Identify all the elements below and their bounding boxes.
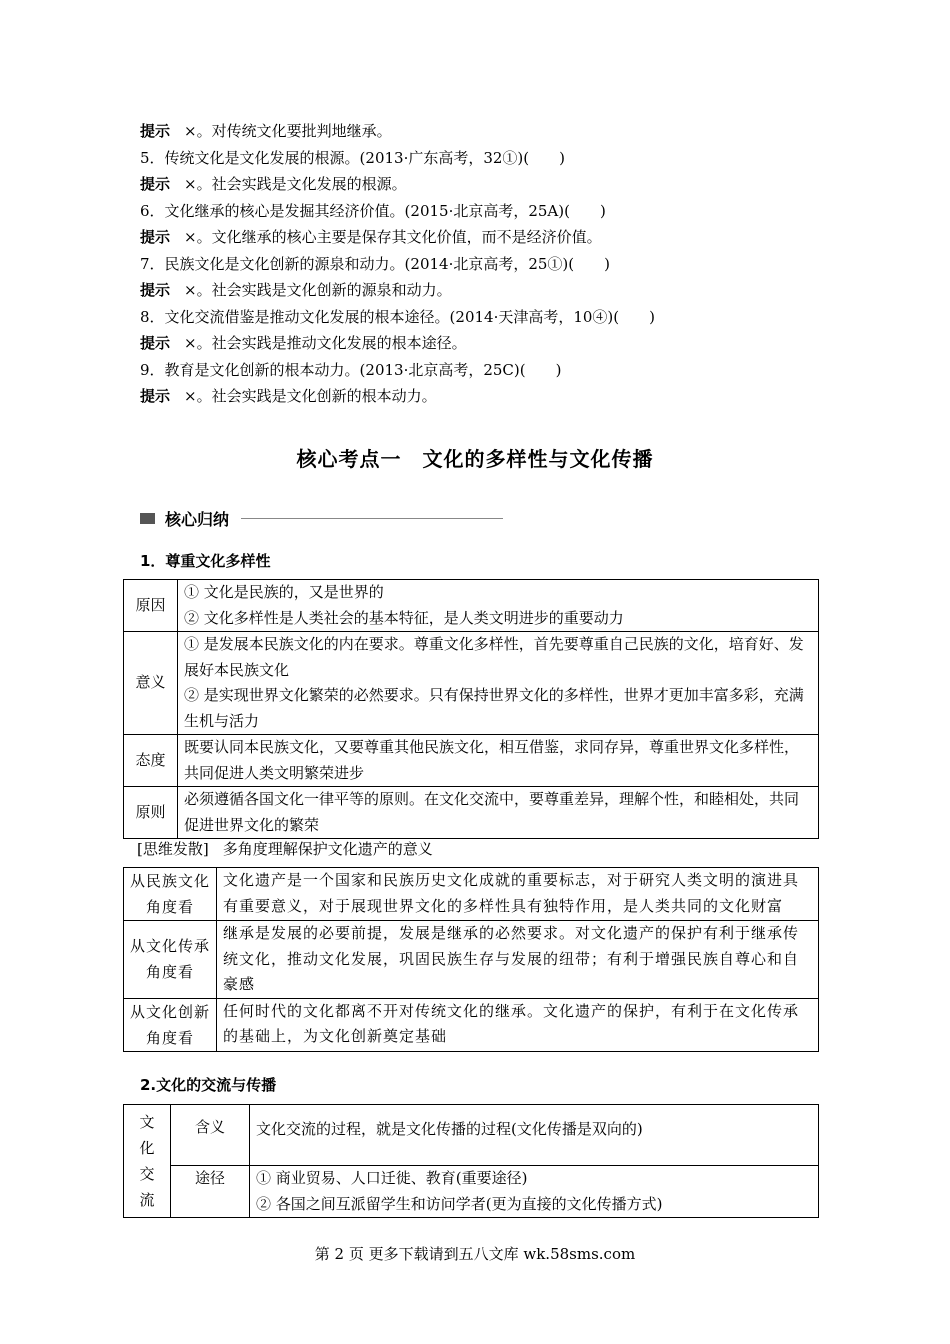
section-title: 核心考点一 文化的多样性与文化传播 [296,447,654,471]
question-line: 6．文化继承的核心是发掘其经济价值。(2015·北京高考，25A)( ) [140,201,606,220]
tip-label: 提示 [140,175,171,193]
content-line: ① 文化是民族的，又是世界的 [184,583,384,601]
tip-line [140,383,820,410]
row-label: 从文化创新角度看 [124,998,217,1051]
group-label-char: 交 [139,1165,155,1183]
row-content [178,632,819,735]
row-content [250,1166,819,1218]
table-row [124,632,819,735]
group-label-char: 文 [139,1113,155,1131]
group-label [124,1105,171,1218]
heading-respect-diversity [140,550,270,571]
row-content: 任何时代的文化都离不开对传统文化的继承。文化遗产的保护，有利于在文化传承的基础上，为文化创新奠定基础 [217,998,819,1051]
row-label: 原因 [124,580,178,632]
content-line: ① 商业贸易、人口迁徙、教育(重要途径) [256,1169,528,1187]
tip-line [140,171,820,198]
row-label: 含义 [171,1105,250,1166]
content-line: ② 各国之间互派留学生和访问学者(更为直接的文化传播方式) [256,1194,663,1213]
group-label-text [124,1109,170,1213]
row-content: 文化遗产是一个国家和民族历史文化成就的重要标志，对于研究人类文明的演进具有重要意义，对于展现世界文化的多样性具有独特作用，是人类共同的文化财富 [217,868,819,921]
tip-line [140,277,820,304]
divider [241,518,503,519]
content-line: 必须遵循各国文化一律平等的原则。在文化交流中，要尊重差异，理解个性，和睦相处，共同促进世界文化的繁荣 [184,790,800,834]
group-label-char: 化 [139,1139,155,1157]
tip-text: ×。对传统文化要批判地继承。 [184,122,392,140]
table-row [124,1166,819,1218]
tip-line [140,330,820,357]
table-row [124,580,819,632]
tip-line [140,224,820,251]
question-line: 9．教育是文化创新的根本动力。(2013·北京高考，25C)( ) [140,360,562,379]
row-label: 原则 [124,787,178,839]
tip-label: 提示 [140,387,171,405]
tip-label: 提示 [140,228,171,246]
table-row [124,1105,819,1166]
square-bullet-icon [140,513,155,524]
table-row [124,868,819,921]
content-line: 文化交流的过程，就是文化传播的过程(文化传播是双向的) [256,1120,643,1138]
thinking-tag: [思维发散] [137,840,209,858]
content-line: 既要认同本民族文化，又要尊重其他民族文化，相互借鉴，求同存异，尊重世界文化多样性，共同促进人类文明繁荣进步 [184,738,800,782]
question-line: 8．文化交流借鉴是推动文化发展的根本途径。(2014·天津高考，10④)( ) [140,307,655,326]
group-label-char: 流 [139,1191,155,1209]
content-line: ② 文化多样性是人类社会的基本特征，是人类文明进步的重要动力 [184,608,624,627]
heritage-table [123,867,819,1052]
tip-label: 提示 [140,122,171,140]
subhead-text: 核心归纳 [165,510,230,529]
table-row [124,998,819,1051]
diversity-table [123,579,819,839]
row-label: 意义 [124,632,178,735]
qa-list [140,118,820,410]
tip-label: 提示 [140,281,171,299]
row-content [178,787,819,839]
row-content: 继承是发展的必要前提，发展是继承的必然要求。对文化遗产的保护有利于继承传统文化，推动文化发展，巩固民族生存与发展的纽带；有利于增强民族自尊心和自豪感 [217,921,819,999]
thinking-divergence [137,838,433,859]
tip-label: 提示 [140,334,171,352]
row-label: 从民族文化角度看 [124,868,217,921]
table-row [124,921,819,999]
question-line: 7．民族文化是文化创新的源泉和动力。(2014·北京高考，25①)( ) [140,254,610,273]
thinking-text: 多角度理解保护文化遗产的意义 [222,840,433,858]
row-label: 从文化传承角度看 [124,921,217,999]
heading-text: 2.文化的交流与传播 [140,1076,277,1094]
content-line: ① 是发展本民族文化的内在要求。尊重文化多样性，首先要尊重自己民族的文化，培育好、发展好本民族文化 [184,635,804,679]
row-content [250,1105,819,1166]
table-row [124,787,819,839]
tip-text: ×。社会实践是文化发展的根源。 [184,175,407,193]
heading-exchange [140,1074,276,1095]
subhead-core-summary [140,507,503,530]
tip-line [140,118,820,145]
question-line: 5．传统文化是文化发展的根源。(2013·广东高考，32①)( ) [140,148,565,167]
row-label: 态度 [124,735,178,787]
row-content [178,735,819,787]
exchange-table [123,1104,819,1218]
table-row [124,735,819,787]
content-line: ② 是实现世界文化繁荣的必然要求。只有保持世界文化的多样性，世界才更加丰富多彩，充满生机与活力 [184,686,804,730]
tip-text: ×。文化继承的核心主要是保存其文化价值，而不是经济价值。 [184,228,602,246]
tip-text: ×。社会实践是文化创新的源泉和动力。 [184,281,452,299]
tip-text: ×。社会实践是文化创新的根本动力。 [184,387,437,405]
row-content [178,580,819,632]
page-footer: 第 2 页 更多下载请到五八文库 wk.58sms.com [314,1245,636,1263]
tip-text: ×。社会实践是推动文化发展的根本途径。 [184,334,467,352]
row-label: 途径 [171,1166,250,1218]
heading-text: 1．尊重文化多样性 [140,552,271,570]
